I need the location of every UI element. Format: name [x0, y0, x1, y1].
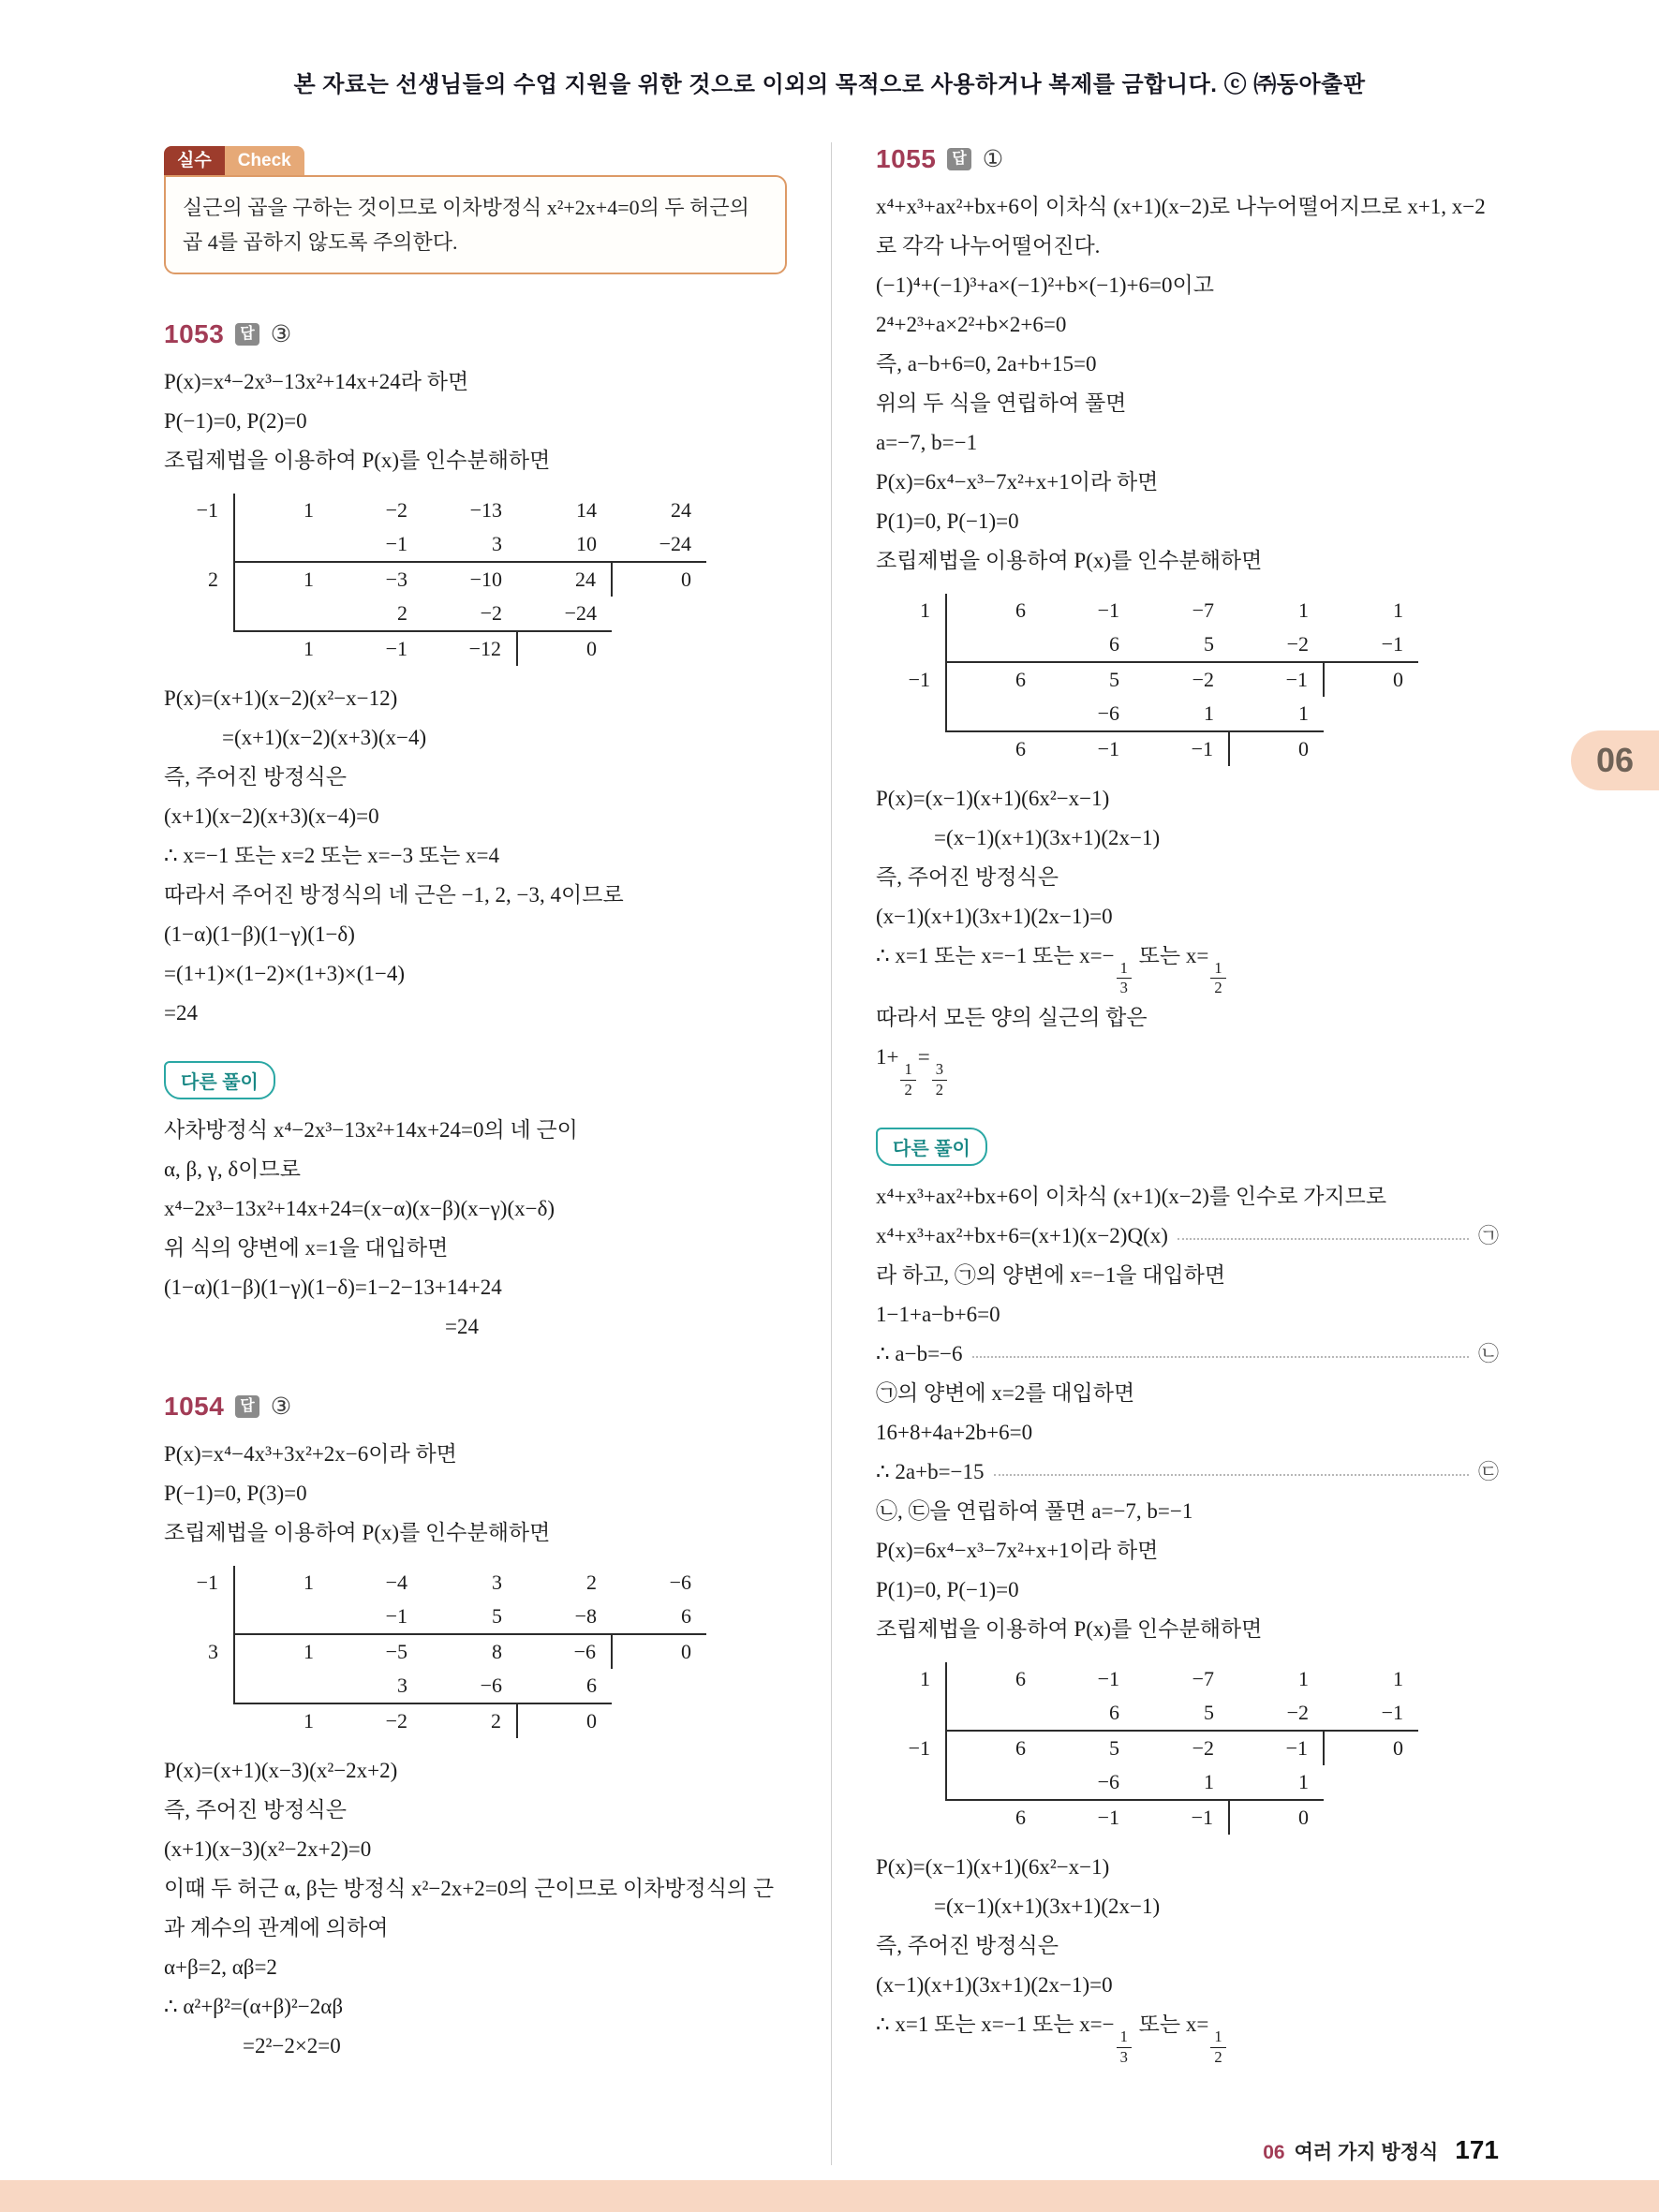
mistake-badge-label: 실수 — [164, 146, 225, 175]
solution-line: x⁴+x³+ax²+bx+6이 이차식 (x+1)(x−2)를 인수로 가지므로 — [876, 1185, 1387, 1209]
solution-lines — [164, 679, 787, 1033]
synthetic-division-cell: 2 — [329, 597, 422, 631]
synthetic-division-cell — [881, 1800, 946, 1835]
stacked-fraction: $\frac{1}{3}$ — [1117, 959, 1132, 998]
synthetic-division-cell: −13 — [469, 498, 502, 522]
synthetic-division-cell: −6 — [422, 1669, 517, 1703]
solution-line: 1+ $\frac{1}{2}$ = $\frac{3}{2}$ — [876, 1038, 1499, 1099]
synthetic-division-cell: −1 — [1285, 1736, 1308, 1761]
solution-line: P(x)=(x+1)(x−2)(x²−x−12) — [164, 686, 398, 710]
problem-number: 1055 — [876, 144, 937, 173]
synthetic-division-cell: −2 — [1192, 1736, 1214, 1761]
synthetic-division-row — [881, 1800, 1418, 1835]
synthetic-division-cell: 0 — [1229, 1800, 1324, 1835]
synthetic-division-cell: −1 — [196, 498, 218, 522]
synthetic-division-cell: −2 — [385, 498, 407, 522]
solution-line: ㉠의 양변에 x=2를 대입하면 — [876, 1381, 1135, 1406]
solution-line: 위 식의 양변에 x=1을 대입하면 — [164, 1236, 449, 1260]
synthetic-division-cell: 1 — [234, 562, 329, 597]
synthetic-division-row — [170, 1703, 706, 1738]
stacked-fraction: $\frac{3}{2}$ — [932, 1060, 947, 1099]
synthetic-division-row — [170, 1669, 706, 1703]
solution-lines — [876, 1848, 1499, 2067]
solution-line: a=−7, b=−1 — [876, 431, 978, 454]
stacked-fraction: $\frac{1}{3}$ — [1117, 2028, 1132, 2067]
problem-header — [876, 144, 1499, 174]
answer-choice: ① — [982, 146, 1004, 172]
synthetic-division-cell: 6 — [1015, 1806, 1026, 1830]
synthetic-division-cell — [1324, 731, 1418, 766]
synthetic-division-cell: −1 — [1097, 1667, 1119, 1691]
solution-line: 라 하고, ㉠의 양변에 x=−1을 대입하면 — [876, 1263, 1226, 1288]
solution-line: x⁴+x³+ax²+bx+6이 이차식 (x+1)(x−2)로 나누어떨어지므로 x+1, x−2로 각각 나누어떨어진다. — [876, 195, 1486, 258]
answer-choice: ③ — [270, 321, 292, 347]
footer-chapter-number: 06 — [1263, 2142, 1285, 2163]
solution-line: =24 — [445, 1315, 479, 1338]
solution-line: P(x)=6x⁴−x³−7x²+x+1이라 하면 — [876, 1539, 1159, 1563]
answer-icon: 답 — [947, 148, 970, 170]
synthetic-division-row — [170, 1566, 706, 1600]
solution-line: 즉, 주어진 방정식은 — [164, 1798, 347, 1821]
synthetic-division-cell: 24 — [575, 568, 596, 591]
synthetic-division-cell — [946, 697, 1041, 731]
synthetic-division-cell: −1 — [1097, 598, 1119, 622]
synthetic-division-cell: 6 — [1041, 1696, 1134, 1731]
solution-line: 16+8+4a+2b+6=0 — [876, 1421, 1033, 1445]
synthetic-division-cell — [1324, 1800, 1418, 1835]
synthetic-division-cell: −6 — [669, 1571, 691, 1594]
solution-line: 즉, 주어진 방정식은 — [876, 865, 1059, 889]
footer-page-number: 171 — [1455, 2135, 1499, 2164]
synthetic-division-cell: 3 — [422, 527, 517, 562]
problem-header — [164, 319, 787, 349]
solution-line: P(−1)=0, P(2)=0 — [164, 409, 307, 433]
synthetic-division-table — [881, 594, 1418, 766]
solution-line: P(−1)=0, P(3)=0 — [164, 1482, 307, 1505]
solution-lines — [876, 1177, 1499, 1649]
synthetic-division-cell: 24 — [671, 498, 691, 522]
problem-number: 1053 — [164, 319, 225, 348]
synthetic-division-cell: 0 — [612, 562, 706, 597]
synthetic-division-cell: 6 — [517, 1669, 612, 1703]
solution-line: P(x)=(x+1)(x−3)(x²−2x+2) — [164, 1759, 398, 1782]
solution-line: (x+1)(x−2)(x+3)(x−4)=0 — [164, 804, 379, 828]
synthetic-division-cell: 1 — [1229, 697, 1324, 731]
solution-line: P(x)=6x⁴−x³−7x²+x+1이라 하면 — [876, 470, 1159, 494]
synthetic-division-cell — [612, 631, 706, 666]
alternative-solution-badge: 다른 풀이 — [876, 1128, 987, 1166]
synthetic-division-cell: −1 — [196, 1571, 218, 1594]
solution-line: (x+1)(x−3)(x²−2x+2)=0 — [164, 1837, 372, 1861]
synthetic-division-row — [881, 594, 1418, 627]
solution-columns — [164, 142, 1499, 2165]
footer-chapter-title: 여러 가지 방정식 — [1294, 2142, 1439, 2163]
synthetic-division-cell: −1 — [1097, 1806, 1119, 1830]
equation-text: ∴ 2a+b=−15 — [876, 1460, 985, 1484]
synthetic-division-cell: −1 — [908, 1735, 930, 1760]
solution-line: (x−1)(x+1)(3x+1)(2x−1)=0 — [876, 905, 1113, 928]
mistake-check-box — [164, 175, 787, 274]
solution-line: ∴ x=1 또는 x=−1 또는 x=− $\frac{1}{3}$ 또는 x= $\frac{1}{2}$ — [876, 936, 1499, 998]
synthetic-division-cell: 6 — [946, 662, 1041, 697]
synthetic-division-cell — [170, 1703, 234, 1738]
synthetic-division-cell: 8 — [492, 1640, 502, 1663]
synthetic-division-cell: 10 — [517, 527, 612, 562]
solution-line: =2²−2×2=0 — [243, 2034, 341, 2057]
solution-line: =(x−1)(x+1)(3x+1)(2x−1) — [934, 1895, 1161, 1919]
synthetic-division-cell: −1 — [1191, 1806, 1213, 1830]
solution-line: 즉, 주어진 방정식은 — [164, 765, 347, 789]
alternative-solution-row — [876, 1128, 1499, 1166]
synthetic-division-cell: −1 — [1324, 627, 1418, 662]
reference-tag: ㉢ — [1477, 1460, 1499, 1484]
synthetic-division-cell: 1 — [304, 637, 314, 660]
synthetic-division-cell: 1 — [234, 1634, 329, 1669]
solution-line: x⁴−2x³−13x²+14x+24=(x−α)(x−β)(x−γ)(x−δ) — [164, 1197, 555, 1220]
synthetic-division-cell: 1 — [920, 598, 930, 622]
solution-line: 조립제법을 이용하여 P(x)를 인수분해하면 — [876, 549, 1263, 572]
synthetic-division-cell: −6 — [1041, 697, 1134, 731]
left-column — [164, 142, 787, 2165]
solution-line: 1−1+a−b+6=0 — [876, 1303, 1000, 1327]
solution-line: =(1+1)×(1−2)×(1+3)×(1−4) — [164, 962, 406, 985]
synthetic-division-cell — [234, 597, 329, 631]
synthetic-division-row — [881, 731, 1418, 766]
solution-line: =(x+1)(x−2)(x+3)(x−4) — [222, 726, 427, 749]
synthetic-division-cell: 6 — [946, 594, 1041, 627]
solution-line: (x−1)(x+1)(3x+1)(2x−1)=0 — [876, 1973, 1113, 1998]
solution-line: ㉡, ㉢을 연립하여 풀면 a=−7, b=−1 — [876, 1499, 1193, 1524]
solution-line: P(1)=0, P(−1)=0 — [876, 509, 1019, 533]
solution-line — [876, 1217, 1499, 1256]
synthetic-division-cell: −6 — [1041, 1765, 1134, 1800]
solution-lines — [876, 779, 1499, 1099]
solution-line: (−1)⁴+(−1)³+a×(−1)²+b×(−1)+6=0이고 — [876, 273, 1214, 297]
bottom-accent-strip — [0, 2180, 1659, 2212]
synthetic-division-cell — [881, 731, 946, 766]
solution-line: α+β=2, αβ=2 — [164, 1955, 277, 1979]
synthetic-division-cell — [170, 1669, 234, 1703]
synthetic-division-cell — [612, 1669, 706, 1703]
solution-line: ∴ x=−1 또는 x=2 또는 x=−3 또는 x=4 — [164, 844, 500, 867]
stacked-fraction: $\frac{1}{2}$ — [900, 1060, 915, 1099]
solution-line: 따라서 모든 양의 실근의 합은 — [876, 1006, 1148, 1030]
problem-number: 1054 — [164, 1392, 225, 1421]
synthetic-division-cell — [946, 1696, 1041, 1731]
reference-tag: ㉠ — [1477, 1224, 1499, 1248]
synthetic-division-cell: −10 — [469, 568, 502, 591]
page-footer — [1263, 2135, 1499, 2165]
synthetic-division-cell: 5 — [1134, 627, 1229, 662]
synthetic-division-cell: 1 — [234, 494, 329, 527]
solution-line: 즉, a−b+6=0, 2a+b+15=0 — [876, 352, 1097, 376]
solution-line: (1−α)(1−β)(1−γ)(1−δ)=1−2−13+14+24 — [164, 1276, 502, 1299]
synthetic-division-cell — [612, 597, 706, 631]
synthetic-division-cell: −6 — [573, 1640, 596, 1663]
solution-line — [876, 1453, 1499, 1492]
synthetic-division-cell: 6 — [612, 1600, 706, 1634]
synthetic-division-row — [170, 494, 706, 527]
synthetic-division-cell: 1 — [1229, 1765, 1324, 1800]
synthetic-division-cell — [170, 1600, 234, 1634]
synthetic-division-cell — [1324, 697, 1418, 731]
synthetic-division-table — [170, 1566, 706, 1738]
dotted-leader — [972, 1356, 1469, 1358]
synthetic-division-cell: −2 — [1229, 627, 1324, 662]
answer-choice: ③ — [270, 1394, 292, 1420]
synthetic-division-table — [881, 1662, 1418, 1835]
synthetic-division-cell: 1 — [1298, 598, 1309, 622]
synthetic-division-cell: 0 — [612, 1634, 706, 1669]
solution-line: =24 — [164, 1001, 198, 1025]
synthetic-division-cell: −1 — [1324, 1696, 1418, 1731]
right-column — [876, 142, 1499, 2165]
synthetic-division-cell: 6 — [946, 1731, 1041, 1765]
stacked-fraction: $\frac{1}{2}$ — [1210, 959, 1225, 998]
synthetic-division-row — [881, 697, 1418, 731]
mistake-check-badge — [164, 146, 787, 175]
synthetic-division-cell: −8 — [517, 1600, 612, 1634]
synthetic-division-cell: 0 — [1229, 731, 1324, 766]
synthetic-division-cell: −1 — [1097, 737, 1119, 760]
solution-line: P(1)=0, P(−1)=0 — [876, 1578, 1019, 1602]
synthetic-division-cell: −1 — [1191, 737, 1213, 760]
synthetic-division-cell: −2 — [422, 597, 517, 631]
alternative-solution-badge: 다른 풀이 — [164, 1061, 275, 1099]
solution-line: 조립제법을 이용하여 P(x)를 인수분해하면 — [164, 1521, 551, 1544]
copyright-notice: 본 자료는 선생님들의 수업 지원을 위한 것으로 이외의 목적으로 사용하거나 복제를 금합니다. ⓒ ㈜동아출판 — [293, 72, 1366, 97]
synthetic-division-row — [170, 1634, 706, 1669]
synthetic-division-cell — [946, 627, 1041, 662]
synthetic-division-cell: 5 — [1109, 1736, 1119, 1761]
equation-text: ∴ a−b=−6 — [876, 1342, 963, 1366]
solution-lines — [164, 1435, 787, 1553]
solution-line: 따라서 주어진 방정식의 네 근은 −1, 2, −3, 4이므로 — [164, 883, 624, 907]
solution-line: 2⁴+2³+a×2²+b×2+6=0 — [876, 313, 1067, 336]
synthetic-division-cell: −1 — [908, 667, 930, 691]
problem-header — [164, 1392, 787, 1422]
reference-tag: ㉡ — [1477, 1342, 1499, 1366]
synthetic-division-cell: 6 — [1015, 737, 1026, 760]
synthetic-division-row — [170, 1600, 706, 1634]
stacked-fraction: $\frac{1}{2}$ — [1210, 2028, 1225, 2067]
synthetic-division-cell: −7 — [1192, 598, 1214, 622]
synthetic-division-row — [881, 627, 1418, 662]
answer-icon: 답 — [235, 1395, 259, 1418]
synthetic-division-cell — [234, 527, 329, 562]
solution-line: P(x)=(x−1)(x+1)(6x²−x−1) — [876, 787, 1110, 810]
solution-line: ∴ x=1 또는 x=−1 또는 x=− $\frac{1}{3}$ 또는 x= $\frac{1}{2}$ — [876, 2005, 1499, 2067]
synthetic-division-cell: −5 — [385, 1640, 407, 1663]
synthetic-division-cell: 0 — [1324, 1731, 1418, 1765]
solution-line: P(x)=x⁴−2x³−13x²+14x+24라 하면 — [164, 370, 469, 393]
synthetic-division-row — [170, 597, 706, 631]
synthetic-division-cell: 6 — [946, 1662, 1041, 1696]
synthetic-division-cell: 2 — [586, 1571, 597, 1594]
synthetic-division-cell: 3 — [208, 1639, 218, 1663]
synthetic-division-cell: −7 — [1192, 1667, 1214, 1691]
synthetic-division-cell: 1 — [1393, 598, 1403, 622]
synthetic-division-cell: 0 — [1324, 662, 1418, 697]
check-badge-label: Check — [225, 146, 304, 175]
synthetic-division-cell: 5 — [422, 1600, 517, 1634]
solution-lines — [164, 1751, 787, 2066]
synthetic-division-cell: 5 — [1134, 1696, 1229, 1731]
dotted-leader — [994, 1474, 1469, 1476]
synthetic-division-cell: −12 — [468, 637, 501, 660]
synthetic-division-cell — [170, 527, 234, 562]
synthetic-division-cell — [612, 1703, 706, 1738]
chapter-side-tab: 06 — [1571, 730, 1659, 790]
mistake-check-text: 실근의 곱을 구하는 것이므로 이차방정식 x²+2x+4=0의 두 허근의 곱 4를 곱하지 않도록 주의한다. — [183, 196, 749, 254]
synthetic-division-cell: 3 — [329, 1669, 422, 1703]
equation-text: x⁴+x³+ax²+bx+6=(x+1)(x−2)Q(x) — [876, 1224, 1168, 1248]
synthetic-division-cell — [234, 1669, 329, 1703]
alternative-solution-row — [164, 1061, 787, 1099]
synthetic-division-cell — [1324, 1765, 1418, 1800]
synthetic-division-cell: 1 — [234, 1566, 329, 1600]
solution-line: 조립제법을 이용하여 P(x)를 인수분해하면 — [164, 449, 551, 472]
answer-icon: 답 — [235, 323, 259, 346]
solution-line: 사차방정식 x⁴−2x³−13x²+14x+24=0의 네 근이 — [164, 1118, 578, 1142]
synthetic-division-cell: −1 — [385, 637, 407, 660]
synthetic-division-cell: 1 — [1134, 697, 1229, 731]
synthetic-division-cell: −1 — [1285, 668, 1308, 691]
synthetic-division-cell: 1 — [1393, 1667, 1403, 1691]
solution-line — [876, 1335, 1499, 1374]
synthetic-division-cell: 5 — [1109, 668, 1119, 691]
synthetic-division-cell: −1 — [329, 527, 422, 562]
solution-lines — [164, 1111, 787, 1347]
synthetic-division-cell — [170, 597, 234, 631]
synthetic-division-cell — [881, 627, 946, 662]
solution-line: 조립제법을 이용하여 P(x)를 인수분해하면 — [876, 1617, 1263, 1642]
solution-line: 즉, 주어진 방정식은 — [876, 1934, 1059, 1958]
synthetic-division-cell — [881, 1765, 946, 1800]
synthetic-division-cell: −2 — [1192, 668, 1214, 691]
synthetic-division-cell: −4 — [385, 1571, 407, 1594]
synthetic-division-cell: −1 — [329, 1600, 422, 1634]
synthetic-division-row — [170, 562, 706, 597]
column-divider — [831, 142, 832, 2165]
synthetic-division-cell — [946, 1765, 1041, 1800]
synthetic-division-row — [170, 631, 706, 666]
synthetic-division-cell: 6 — [1041, 627, 1134, 662]
synthetic-division-row — [881, 1765, 1418, 1800]
synthetic-division-cell: 1 — [920, 1667, 930, 1691]
synthetic-division-row — [881, 662, 1418, 697]
solution-line: (1−α)(1−β)(1−γ)(1−δ) — [164, 922, 355, 946]
solution-line: 위의 두 식을 연립하여 풀면 — [876, 391, 1127, 415]
synthetic-division-table — [170, 494, 706, 666]
dotted-leader — [1178, 1238, 1469, 1240]
solution-line: P(x)=(x−1)(x+1)(6x²−x−1) — [876, 1855, 1110, 1880]
synthetic-division-cell: 1 — [1298, 1667, 1309, 1691]
synthetic-division-cell — [881, 697, 946, 731]
synthetic-division-row — [881, 1662, 1418, 1696]
synthetic-division-cell: 1 — [304, 1709, 314, 1733]
solution-line: α, β, γ, δ이므로 — [164, 1158, 301, 1181]
synthetic-division-cell: −2 — [385, 1709, 407, 1733]
solution-line: P(x)=x⁴−4x³+3x²+2x−6이라 하면 — [164, 1442, 457, 1466]
solution-lines — [876, 187, 1499, 581]
solution-line: ∴ α²+β²=(α+β)²−2αβ — [164, 1995, 344, 2018]
solution-lines — [164, 362, 787, 480]
synthetic-division-cell: −24 — [612, 527, 706, 562]
synthetic-division-cell — [234, 1600, 329, 1634]
synthetic-division-cell: 3 — [492, 1571, 502, 1594]
synthetic-division-cell — [881, 1696, 946, 1731]
synthetic-division-row — [881, 1696, 1418, 1731]
synthetic-division-row — [170, 527, 706, 562]
synthetic-division-cell: −2 — [1229, 1696, 1324, 1731]
synthetic-division-cell: 14 — [576, 498, 597, 522]
synthetic-division-cell: −3 — [385, 568, 407, 591]
synthetic-division-cell: −24 — [517, 597, 612, 631]
synthetic-division-cell: 1 — [1134, 1765, 1229, 1800]
synthetic-division-cell: 2 — [491, 1709, 501, 1733]
synthetic-division-cell: 0 — [517, 1703, 612, 1738]
mistake-check-callout — [164, 146, 787, 274]
synthetic-division-row — [881, 1731, 1418, 1765]
synthetic-division-cell: 2 — [208, 567, 218, 591]
solution-line: 이때 두 허근 α, β는 방정식 x²−2x+2=0의 근이므로 이차방정식의 근과 계수의 관계에 의하여 — [164, 1877, 775, 1939]
solution-line: =(x−1)(x+1)(3x+1)(2x−1) — [934, 826, 1161, 849]
synthetic-division-cell — [170, 631, 234, 666]
synthetic-division-cell: 0 — [517, 631, 612, 666]
